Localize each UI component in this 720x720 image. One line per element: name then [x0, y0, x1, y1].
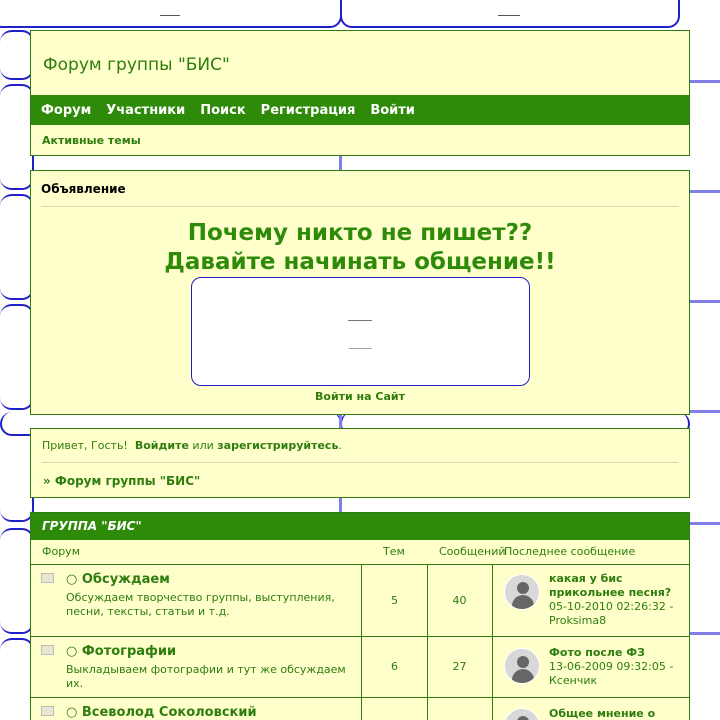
breadcrumb[interactable]: » Форум группы "БИС": [43, 474, 201, 488]
greeting-line: [42, 439, 678, 463]
site-title[interactable]: Форум группы "БИС": [43, 55, 230, 75]
site-login-link[interactable]: Войти на Сайт: [315, 390, 405, 403]
site-header: [30, 30, 690, 156]
col-last-post: Последнее сообщение: [504, 545, 636, 558]
greeting-panel: [30, 428, 690, 498]
or-text: или: [192, 439, 214, 452]
forum-title[interactable]: ○ Фотографии: [66, 644, 177, 659]
forum-description: Обсуждаем творчество группы, выступления, песни, тексты, статьи и т.д.: [66, 591, 335, 618]
last-post-title[interactable]: какая у бис прикольнее песня?: [549, 572, 672, 599]
nav-search[interactable]: Поиск: [200, 102, 246, 118]
avatar[interactable]: [504, 708, 540, 720]
topic-count: 5: [391, 594, 398, 607]
active-topics-link[interactable]: Активные темы: [42, 134, 141, 147]
nav-forum[interactable]: Форум: [41, 102, 92, 118]
last-post-title[interactable]: Общее мнение о: [549, 707, 656, 720]
forum-description: Выкладываем фотографии и тут же обсуждаем их.: [66, 663, 346, 690]
post-count: 27: [452, 660, 467, 673]
nav-members[interactable]: Участники: [106, 102, 186, 118]
greeting-text: Привет, Гость!: [42, 439, 128, 452]
category-header[interactable]: ГРУППА "БИС": [31, 513, 689, 540]
register-link[interactable]: зарегистрируйтесь: [217, 439, 339, 452]
forum-row: [31, 564, 689, 636]
col-topics: Тем: [383, 545, 405, 558]
column-headers: [31, 540, 689, 564]
envelope-icon: [41, 573, 54, 583]
forum-table: [30, 512, 690, 720]
forum-row: [31, 697, 689, 720]
greeting-period: .: [338, 439, 342, 452]
col-posts: Сообщений: [439, 545, 506, 558]
envelope-icon: [41, 645, 54, 655]
nav-login[interactable]: Войти: [370, 102, 415, 118]
announcement-heading: Объявление: [41, 182, 679, 207]
announcement-panel: [30, 170, 690, 415]
avatar[interactable]: [504, 574, 540, 610]
login-link[interactable]: Войдите: [134, 439, 189, 452]
forum-title[interactable]: ○ Всеволод Соколовский: [66, 705, 257, 720]
login-frame[interactable]: [191, 277, 530, 386]
envelope-icon: [41, 706, 54, 716]
announcement-line-1: Почему никто не пишет??: [187, 220, 533, 246]
post-count: 40: [452, 594, 467, 607]
last-post-meta: 13-06-2009 09:32:05 - Ксенчик: [549, 660, 674, 687]
nav-register[interactable]: Регистрация: [260, 102, 356, 118]
last-post-meta: 05-10-2010 02:26:32 - Proksima8: [549, 600, 674, 627]
announcement-text: [31, 219, 689, 277]
forum-title[interactable]: ○ Обсуждаем: [66, 572, 170, 587]
col-forum: Форум: [42, 545, 80, 558]
main-nav: [31, 95, 689, 125]
topic-count: 6: [391, 660, 398, 673]
avatar[interactable]: [504, 648, 540, 684]
announcement-line-2: Давайте начинать общение!!: [164, 249, 556, 275]
forum-row: [31, 636, 689, 697]
last-post-title[interactable]: Фото после ФЗ: [549, 646, 645, 659]
